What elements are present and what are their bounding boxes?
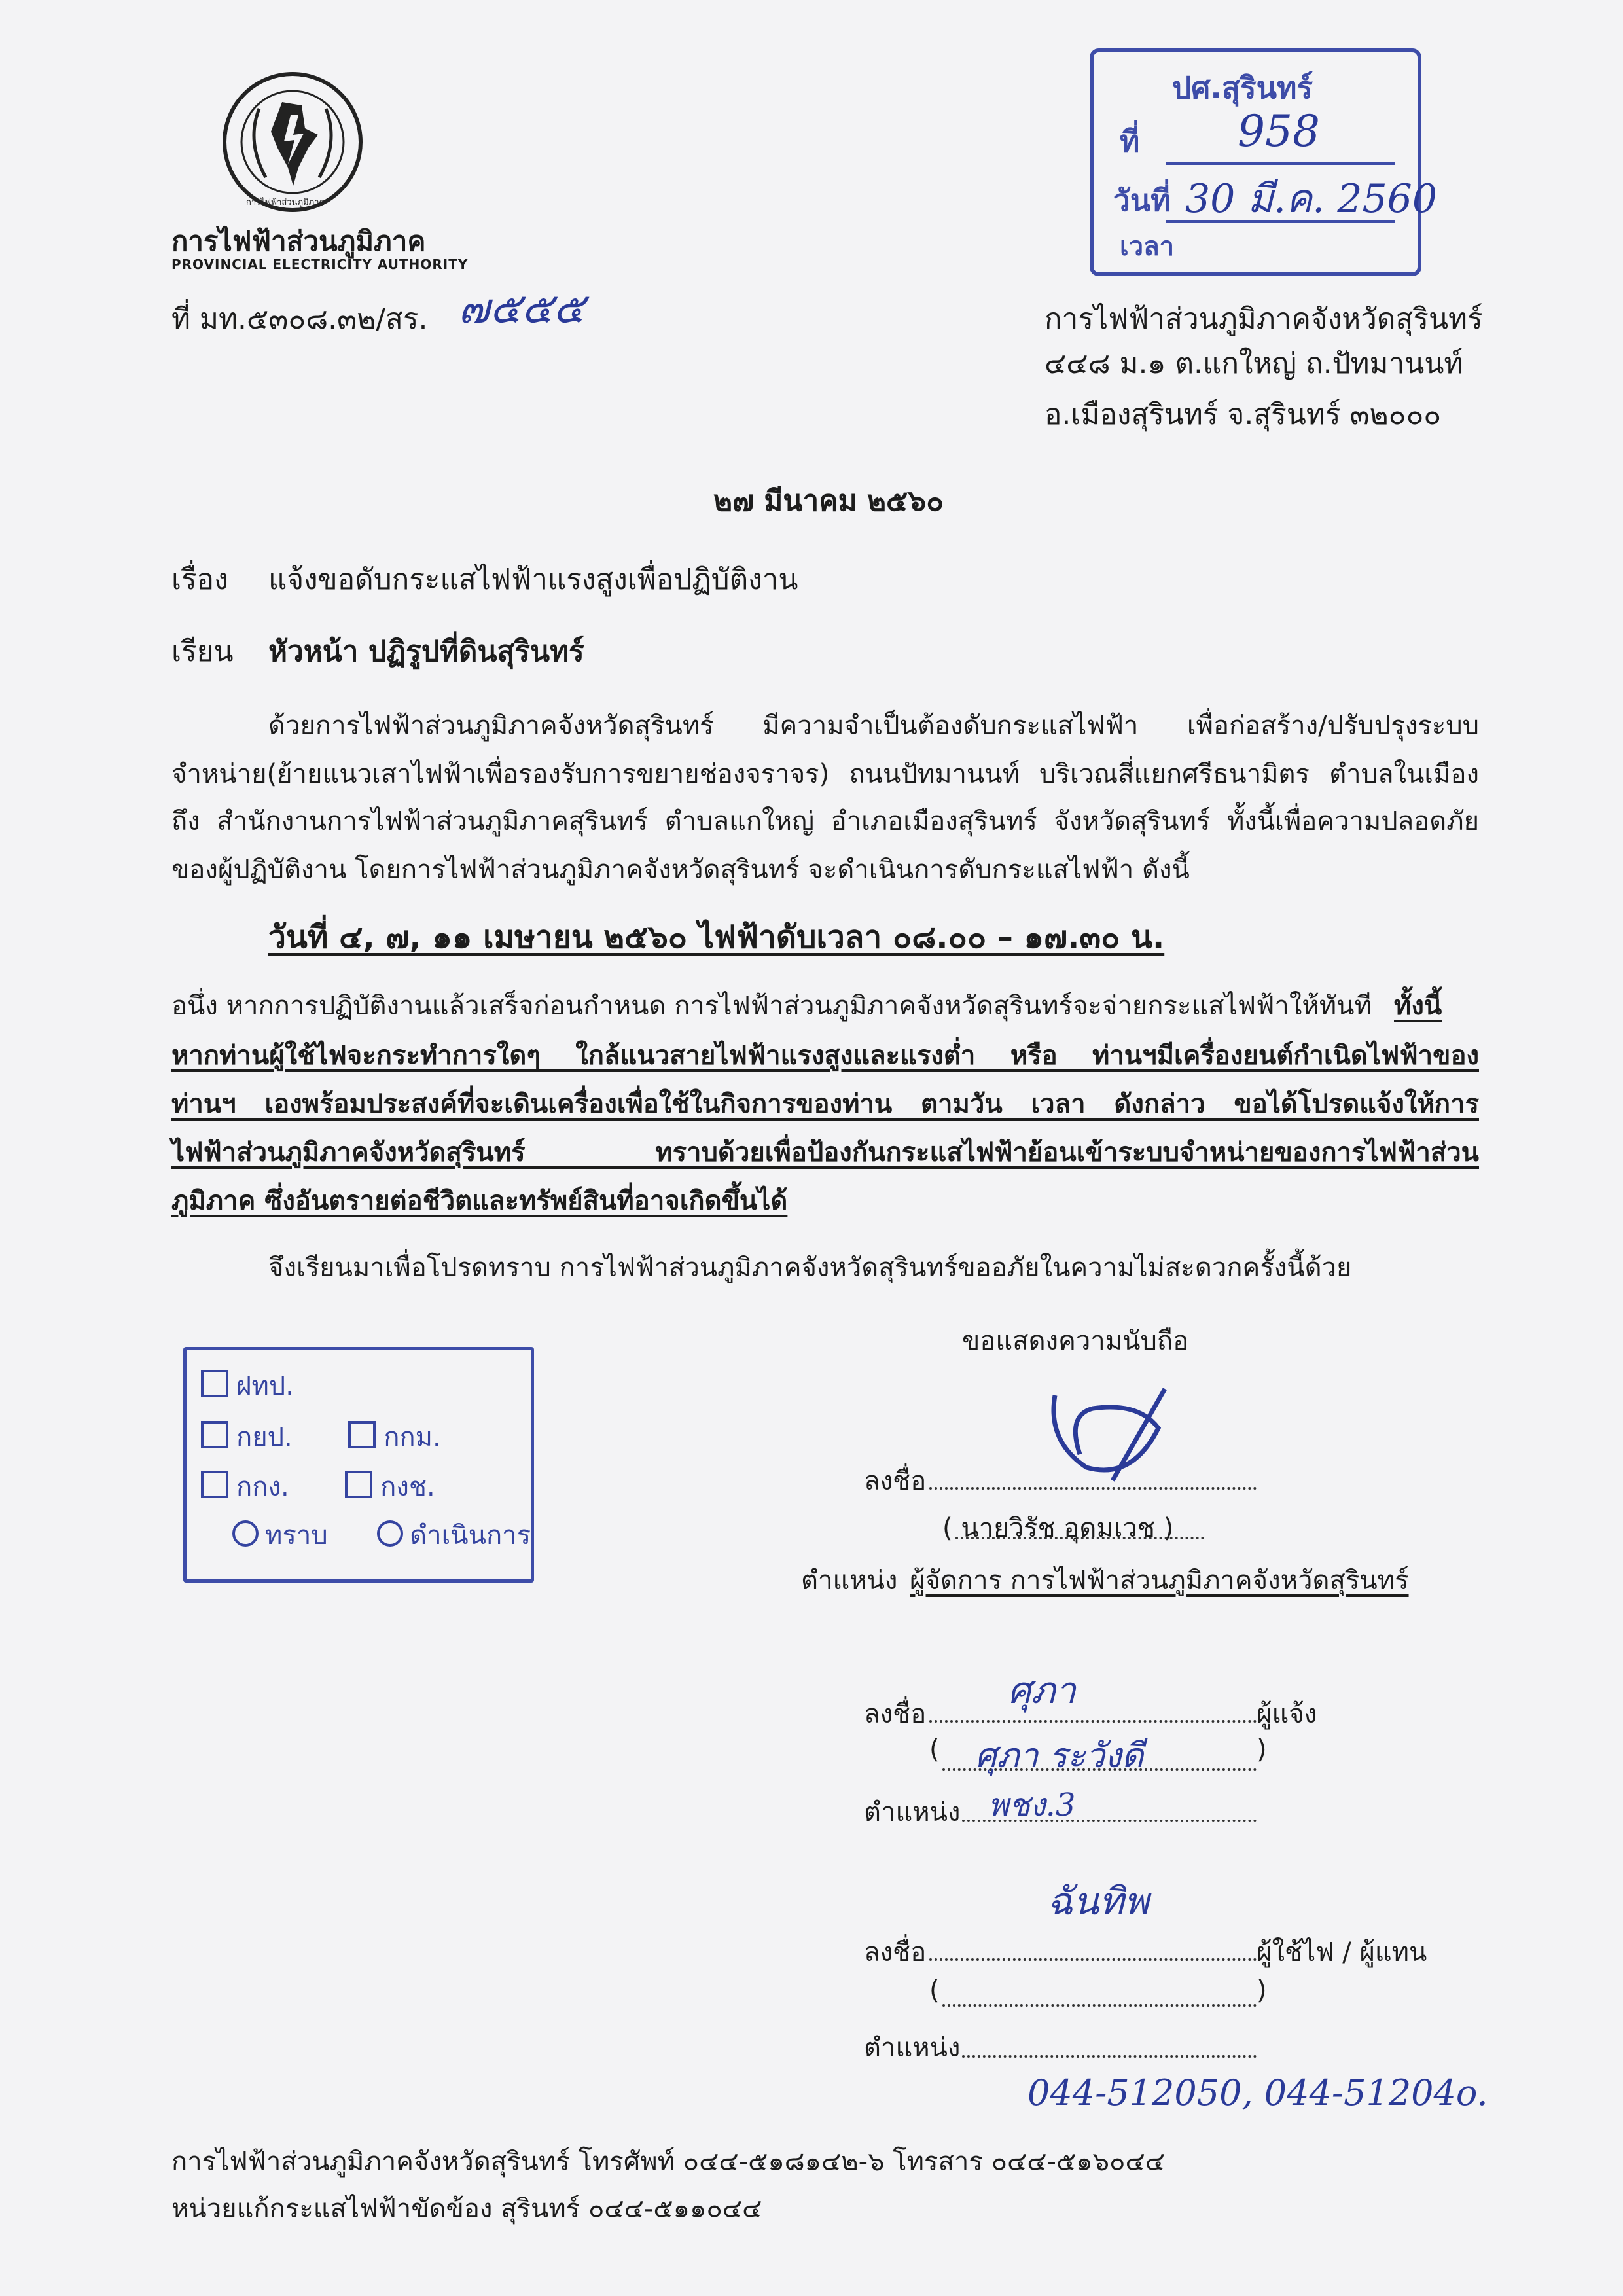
- notifier-position-label: ตำแหน่ง: [864, 1797, 961, 1827]
- letter-date: ๒๗ มีนาคม ๒๕๖๐: [713, 484, 944, 518]
- checkbox-icon: [201, 1421, 228, 1448]
- note-bold-line-2: ท่านฯ เองพร้อมประสงค์ที่จะเดินเครื่องเพื่อใช้ในกิจการของท่าน ตามวัน เวลา ดังกล่าว ขอได้โปรดแจ้งให้การ: [171, 1089, 1479, 1119]
- stamp-date-label: วันที่: [1113, 183, 1171, 218]
- notifier-name-line: [942, 1768, 1257, 1771]
- stamp-no-line: [1166, 162, 1395, 165]
- reference-handwritten: ๗๕๕๕: [458, 285, 585, 333]
- routing-row-3: [201, 1465, 435, 1507]
- manager-name-line: [955, 1537, 1204, 1539]
- user-sign-line: [929, 1958, 1257, 1961]
- subject-label: เรื่อง: [171, 563, 228, 596]
- manager-signature-mark: [1041, 1382, 1171, 1487]
- circle-option-icon: [232, 1520, 259, 1547]
- routing-item: กกม.: [383, 1422, 441, 1452]
- logo-caption: การไฟฟ้าส่วนภูมิภาค: [246, 198, 325, 207]
- routing-item: กยป.: [236, 1422, 293, 1452]
- note-first-line: อนึ่ง หากการปฏิบัติงานแล้วเสร็จก่อนกำหนด การไฟฟ้าส่วนภูมิภาคจังหวัดสุรินทร์จะจ่ายกระแสไฟฟ้าให้ทันที: [171, 991, 1372, 1021]
- outage-schedule: วันที่ ๔, ๗, ๑๑ เมษายน ๒๕๖๐ ไฟฟ้าดับเวลา ๐๘.๐๐ – ๑๗.๓๐ น.: [268, 919, 1165, 956]
- note-bold-line-3: ไฟฟ้าส่วนภูมิภาคจังหวัดสุรินทร์ ทราบด้วยเพื่อป้องกันกระแสไฟฟ้าย้อนเข้าระบบจำหน่ายของการไฟฟ้าส่วน: [171, 1138, 1479, 1168]
- notifier-name-open: (: [929, 1734, 940, 1765]
- to-label: เรียน: [171, 635, 234, 668]
- routing-item: กงช.: [380, 1472, 435, 1502]
- user-role: ผู้ใช้ไฟ / ผู้แทน: [1257, 1937, 1427, 1967]
- manager-sign-line: [929, 1487, 1257, 1490]
- footer-line-1: การไฟฟ้าส่วนภูมิภาคจังหวัดสุรินทร์ โทรศัพท์ ๐๔๔-๕๑๘๑๔๒-๖ โทรสาร ๐๔๔-๕๑๖๐๔๔: [171, 2147, 1165, 2177]
- sender-address-line-1: การไฟฟ้าส่วนภูมิภาคจังหวัดสุรินทร์: [1044, 302, 1483, 336]
- stamp-date-line: [1166, 220, 1395, 223]
- user-position-label: ตำแหน่ง: [864, 2033, 961, 2063]
- stamp-date-value: 30 มี.ค. 2560: [1185, 176, 1438, 222]
- stamp-no-label: ที่: [1120, 124, 1140, 159]
- note-bold-line-1: หากท่านผู้ใช้ไฟจะกระทำการใดๆ ใกล้แนวสายไฟฟ้าแรงสูงและแรงต่ำ หรือ ท่านฯมีเครื่องยนต์กำเนิดไฟฟ้าของ: [171, 1041, 1479, 1071]
- notifier-signature: ศุภา: [1008, 1670, 1076, 1712]
- stamp-no-value: 958: [1238, 106, 1320, 156]
- stamp-time-label: เวลา: [1120, 232, 1175, 262]
- routing-item: ทราบ: [265, 1520, 328, 1551]
- user-name-line: [942, 2004, 1257, 2007]
- pea-logo: [220, 69, 365, 215]
- note-first-bold: ทั้งนี้: [1394, 991, 1442, 1021]
- notifier-position-line: [962, 1820, 1257, 1822]
- body-line-4: ของผู้ปฏิบัติงาน โดยการไฟฟ้าส่วนภูมิภาคจังหวัดสุรินทร์ จะดำเนินการดับกระแสไฟฟ้า ดังนี้: [171, 855, 1190, 885]
- manager-position-label: ตำแหน่ง: [801, 1566, 898, 1596]
- pea-emblem-icon: [220, 69, 365, 215]
- routing-row-4: [232, 1514, 531, 1556]
- manager-name: ( นายวิรัช อุดมเวช ): [942, 1513, 1174, 1543]
- user-position-line: [962, 2055, 1257, 2058]
- body-line-2: จำหน่าย(ย้ายแนวเสาไฟฟ้าเพื่อรองรับการขยายช่องจราจร) ถนนปัทมานนท์ บริเวณสี่แยกศรีธนามิตร ตำบลในเมือง: [171, 759, 1480, 789]
- checkbox-icon: [201, 1471, 228, 1498]
- notifier-position: พชง.3: [988, 1787, 1076, 1823]
- sender-address-line-3: อ.เมืองสุรินทร์ จ.สุรินทร์ ๓๒๐๐๐: [1044, 398, 1442, 431]
- user-name-open: (: [929, 1975, 940, 2005]
- routing-item: กกง.: [236, 1472, 289, 1502]
- routing-item: ดำเนินการ: [410, 1520, 531, 1551]
- org-name-thai: การไฟฟ้าส่วนภูมิภาค: [171, 225, 426, 257]
- regards: ขอแสดงความนับถือ: [962, 1326, 1189, 1356]
- circle-option-icon: [377, 1520, 403, 1547]
- checkbox-icon: [201, 1370, 228, 1397]
- footer-line-2: หน่วยแก้กระแสไฟฟ้าขัดข้อง สุรินทร์ ๐๔๔-๕๑๑๐๔๔: [171, 2194, 762, 2224]
- notifier-sign-line: [929, 1720, 1257, 1723]
- receipt-stamp: [1090, 48, 1438, 276]
- sender-address-line-2: ๔๔๘ ม.๑ ต.แกใหญ่ ถ.ปัทมานนท์: [1044, 347, 1463, 380]
- routing-stamp: [183, 1347, 534, 1583]
- user-name-close: ): [1257, 1975, 1267, 2005]
- to-text: หัวหน้า ปฏิรูปที่ดินสุรินทร์: [268, 635, 584, 668]
- closing-line: จึงเรียนมาเพื่อโปรดทราบ การไฟฟ้าส่วนภูมิภาคจังหวัดสุรินทร์ขออภัยในความไม่สะดวกครั้งนี้ด้วย: [268, 1253, 1352, 1283]
- routing-row-2: [201, 1416, 441, 1458]
- user-phone-numbers: 044-512050, 044-51204o.: [1027, 2072, 1488, 2113]
- notifier-role: ผู้แจ้ง: [1257, 1699, 1317, 1729]
- body-line-3: ถึง สำนักงานการไฟฟ้าส่วนภูมิภาคสุรินทร์ ตำบลแกใหญ่ อำเภอเมืองสุรินทร์ จังหวัดสุรินทร์ ทั้งนี้เพื่อความปลอดภัย: [171, 806, 1479, 836]
- user-sign-label: ลงชื่อ: [864, 1937, 927, 1967]
- routing-row-1: [201, 1365, 294, 1407]
- notifier-name-close: ): [1257, 1734, 1267, 1765]
- checkbox-icon: [345, 1471, 372, 1498]
- notifier-name: ศุภา ระวังดี: [975, 1736, 1144, 1776]
- org-name-english: PROVINCIAL ELECTRICITY AUTHORITY: [171, 257, 469, 272]
- stamp-office: ปศ.สุรินทร์: [1172, 70, 1313, 105]
- user-signature: ฉันทิพ: [1047, 1879, 1149, 1924]
- notifier-sign-label: ลงชื่อ: [864, 1699, 927, 1729]
- reference-number: ที่ มท.๕๓๐๘.๓๒/สร.: [171, 302, 428, 336]
- note-bold-line-4: ภูมิภาค ซึ่งอันตรายต่อชีวิตและทรัพย์สินที่อาจเกิดขึ้นได้: [171, 1186, 788, 1216]
- manager-position: ผู้จัดการ การไฟฟ้าส่วนภูมิภาคจังหวัดสุรินทร์: [910, 1566, 1409, 1596]
- subject-text: แจ้งขอดับกระแสไฟฟ้าแรงสูงเพื่อปฏิบัติงาน: [268, 563, 798, 596]
- checkbox-icon: [348, 1421, 376, 1448]
- manager-sign-label: ลงชื่อ: [864, 1466, 927, 1496]
- routing-item: ฝทป.: [236, 1371, 294, 1401]
- body-line-1: ด้วยการไฟฟ้าส่วนภูมิภาคจังหวัดสุรินทร์ มีความจำเป็นต้องดับกระแสไฟฟ้า เพื่อก่อสร้าง/ปรับปรุงระบบ: [268, 711, 1479, 741]
- signature-scribble-icon: [1041, 1382, 1171, 1487]
